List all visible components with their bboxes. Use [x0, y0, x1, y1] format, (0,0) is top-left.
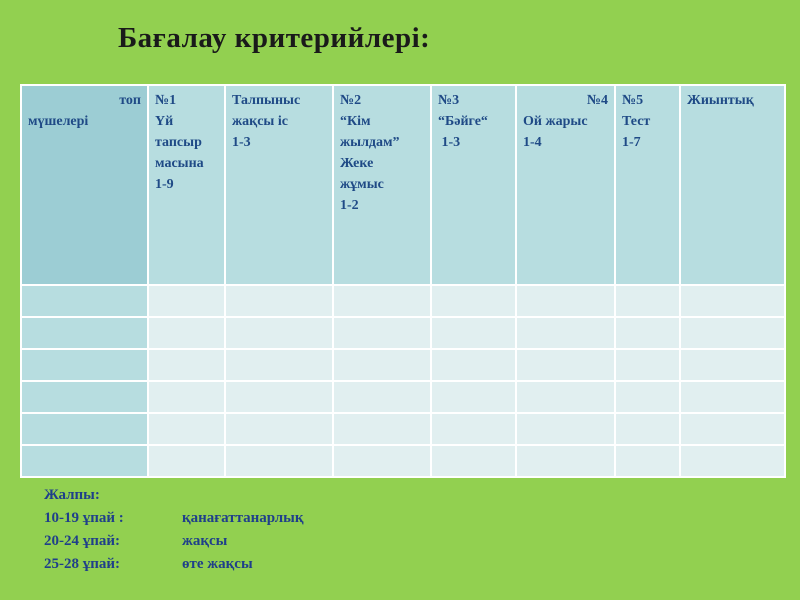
header-line: №2 — [340, 93, 362, 108]
table-cell — [21, 349, 148, 381]
header-cell-task3 — [431, 85, 516, 285]
header-line: 1-2 — [340, 198, 359, 213]
criteria-table — [20, 84, 786, 478]
table-cell — [21, 445, 148, 477]
table-cell — [615, 317, 680, 349]
table-cell — [333, 285, 431, 317]
legend-range: 10-19 ұпай : — [44, 510, 124, 526]
table-cell — [516, 317, 615, 349]
table-cell — [615, 413, 680, 445]
table-cell — [148, 349, 225, 381]
legend-row — [44, 530, 304, 553]
table-cell — [615, 349, 680, 381]
header-cell-task2 — [333, 85, 431, 285]
header-line: тапсыр — [155, 135, 202, 150]
header-line: Тест — [622, 114, 651, 129]
table-row — [21, 285, 785, 317]
table-cell — [431, 413, 516, 445]
table-cell — [431, 349, 516, 381]
table-cell — [516, 349, 615, 381]
header-line: Жеке — [340, 156, 374, 171]
table-cell — [225, 349, 333, 381]
table-cell — [333, 317, 431, 349]
header-cell-task4 — [516, 85, 615, 285]
header-row — [21, 85, 785, 285]
table-cell — [680, 413, 785, 445]
header-cell-task1 — [148, 85, 225, 285]
table-cell — [225, 317, 333, 349]
table-cell — [431, 285, 516, 317]
table-cell — [148, 317, 225, 349]
table-cell — [21, 381, 148, 413]
header-line: №1 — [155, 93, 177, 108]
legend-row — [44, 553, 304, 576]
table-cell — [333, 445, 431, 477]
header-line: Ой жарыс — [523, 114, 588, 129]
table-cell — [680, 445, 785, 477]
header-line: 1-4 — [523, 135, 542, 150]
table-cell — [148, 381, 225, 413]
table-row — [21, 349, 785, 381]
header-line: жақсы іс — [232, 114, 288, 129]
table-cell — [516, 413, 615, 445]
table-cell — [225, 285, 333, 317]
header-line: “Кім — [340, 114, 371, 129]
table-cell — [225, 381, 333, 413]
table-cell — [680, 349, 785, 381]
header-line: №4 — [586, 93, 608, 108]
table-cell — [431, 317, 516, 349]
legend-heading: Жалпы: — [44, 487, 100, 503]
header-line: №3 — [438, 93, 460, 108]
legend-range: 25-28 ұпай: — [44, 556, 121, 572]
header-line: жылдам” — [340, 135, 400, 150]
table-cell — [680, 381, 785, 413]
header-line: масына — [155, 156, 204, 171]
table-cell — [615, 381, 680, 413]
header-cell-group-members — [21, 85, 148, 285]
table-cell — [431, 381, 516, 413]
header-line: “Бәйге“ — [438, 114, 488, 129]
header-line: Үй — [155, 114, 174, 129]
legend-grade: жақсы — [182, 533, 228, 549]
table-cell — [516, 285, 615, 317]
table-cell — [333, 349, 431, 381]
table-cell — [516, 445, 615, 477]
header-cell-task5 — [615, 85, 680, 285]
header-line: 1-3 — [232, 135, 251, 150]
table-row — [21, 413, 785, 445]
table-cell — [333, 413, 431, 445]
table-cell — [148, 285, 225, 317]
table-cell — [21, 413, 148, 445]
table-cell — [680, 317, 785, 349]
table-cell — [615, 445, 680, 477]
legend-grade: қанағаттанарлық — [182, 510, 304, 526]
header-line: топ — [119, 93, 141, 108]
table-cell — [615, 285, 680, 317]
table-cell — [148, 413, 225, 445]
table-cell — [680, 285, 785, 317]
table-cell — [21, 317, 148, 349]
header-line: 1-7 — [622, 135, 641, 150]
table-cell — [148, 445, 225, 477]
header-line: Талпыныс — [232, 93, 301, 108]
header-cell-effort — [225, 85, 333, 285]
table-cell — [225, 413, 333, 445]
header-line: 1-3 — [438, 135, 461, 150]
table-row — [21, 317, 785, 349]
table-cell — [516, 381, 615, 413]
header-line: №5 — [622, 93, 644, 108]
legend-grade: өте жақсы — [182, 556, 253, 572]
page-title: Бағалау критерийлері: — [118, 22, 431, 54]
header-line: 1-9 — [155, 177, 174, 192]
grading-legend — [44, 484, 304, 576]
header-line: жұмыс — [340, 177, 384, 192]
table-cell — [333, 381, 431, 413]
table-row — [21, 445, 785, 477]
table-cell — [21, 285, 148, 317]
table-cell — [225, 445, 333, 477]
legend-row — [44, 507, 304, 530]
header-line: Жиынтық — [687, 93, 754, 108]
table-cell — [431, 445, 516, 477]
legend-range: 20-24 ұпай: — [44, 533, 121, 549]
header-line: мүшелері — [28, 114, 89, 129]
header-cell-total — [680, 85, 785, 285]
table-row — [21, 381, 785, 413]
